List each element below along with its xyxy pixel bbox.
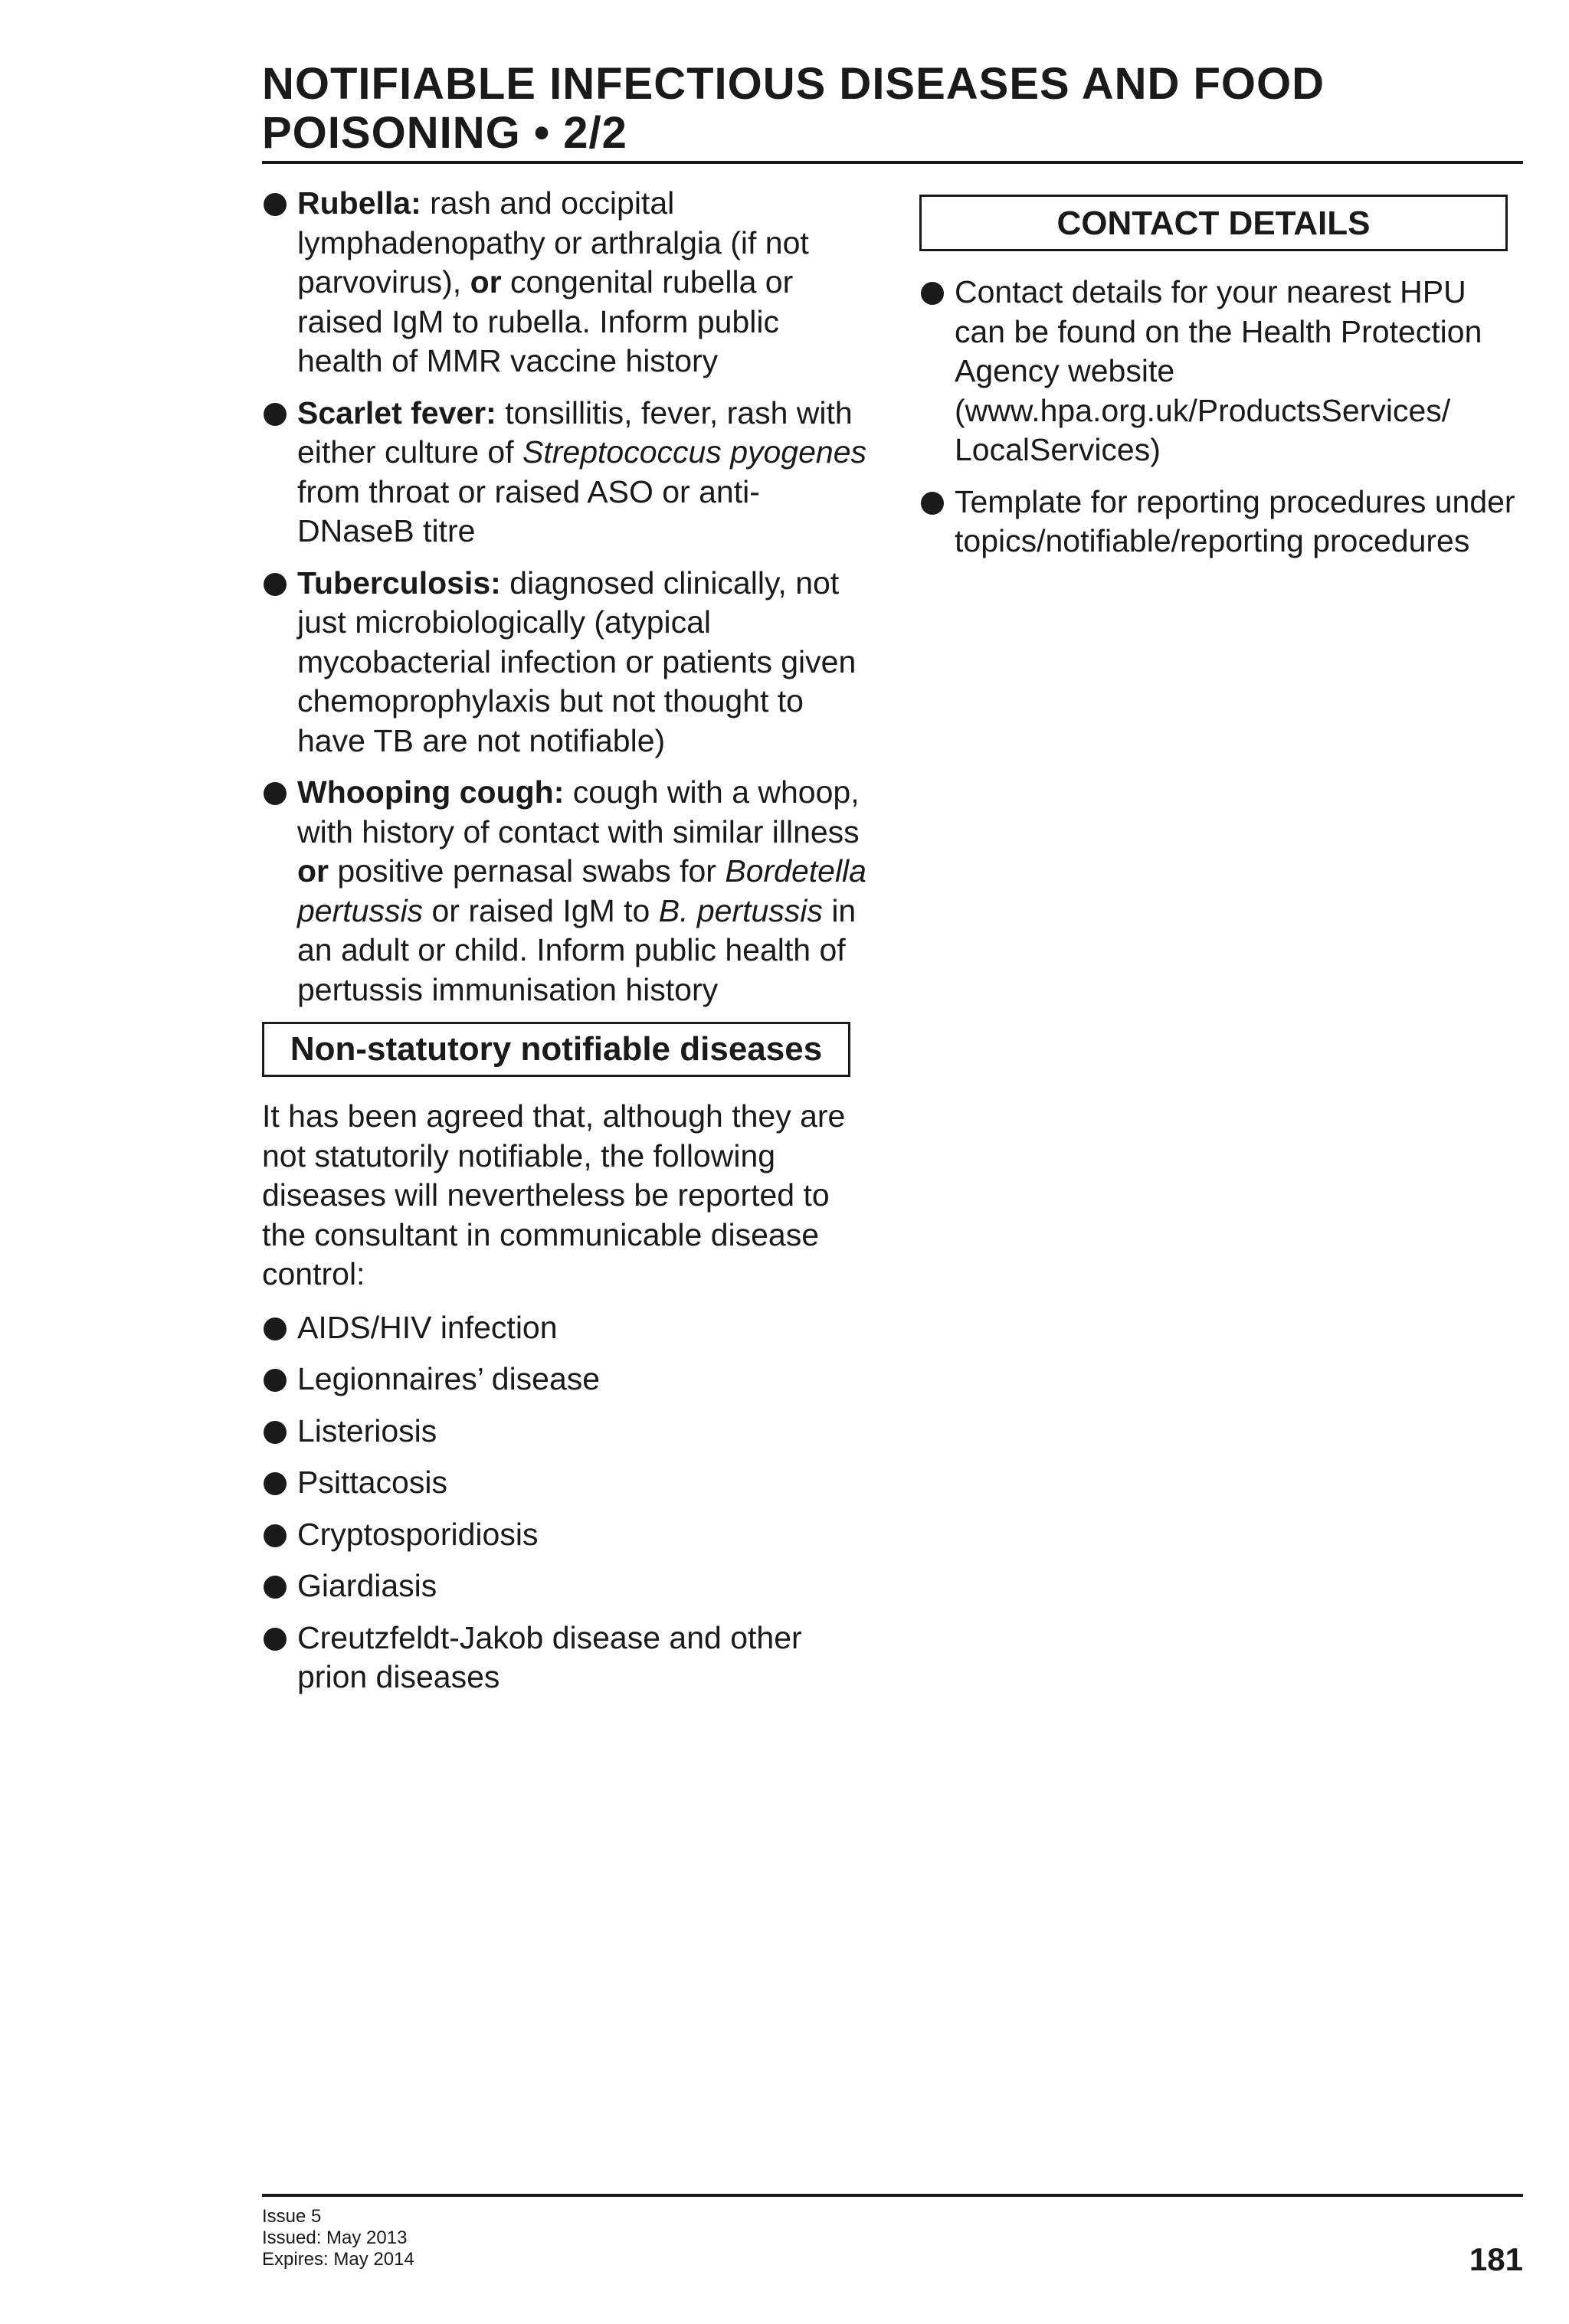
- bullet-icon: [264, 1472, 287, 1495]
- bullet-icon: [264, 573, 287, 596]
- title-divider: [262, 161, 1523, 164]
- expiry-date: Expires: May 2014: [262, 2249, 414, 2270]
- list-item-text: AIDS/HIV infection: [297, 1309, 558, 1345]
- organism-name: B. pertussis: [658, 892, 823, 928]
- list-item: [262, 1412, 867, 1452]
- bullet-icon: [921, 492, 944, 515]
- bullet-icon: [264, 1317, 287, 1340]
- contact-details-list: [919, 273, 1525, 561]
- bullet-icon: [264, 193, 287, 216]
- disease-text: congenital rubella or raised IgM to rubella. Inform public health of MMR vaccine history: [297, 264, 794, 378]
- footer-meta: [262, 2206, 414, 2270]
- disease-text: or raised IgM to: [431, 892, 650, 928]
- disease-text: positive pernasal swabs for: [337, 853, 716, 889]
- disease-text: diagnosed clinically, not just microbiologically (atypical mycobacterial infection or patients given chemoprophylaxis but not thought to have TB are not notifiable): [297, 565, 857, 758]
- emphasis-or: or: [470, 264, 502, 300]
- disease-text: cough with a whoop, with history of contact with similar illness: [297, 774, 860, 849]
- non-statutory-list: [262, 1308, 867, 1697]
- notifiable-disease-list: [262, 184, 867, 1010]
- list-item-tuberculosis: [262, 564, 867, 761]
- bullet-icon: [921, 282, 944, 305]
- list-item-text: Listeriosis: [297, 1412, 437, 1448]
- footer-divider: [262, 2194, 1523, 2197]
- list-item-text: Legionnaires’ disease: [297, 1361, 601, 1396]
- disease-text: tonsillitis, fever, rash with either culture of: [297, 394, 853, 470]
- disease-name: Rubella:: [297, 185, 421, 221]
- bullet-icon: [264, 782, 287, 805]
- page-title: [262, 60, 1518, 158]
- non-statutory-intro: It has been agreed that, although they are not statutorily notifiable, the following diseases will nevertheless be reported to the consultant in communicable disease control:: [262, 1098, 846, 1291]
- issue-number: Issue 5: [262, 2206, 322, 2227]
- disease-name: Whooping cough:: [297, 774, 565, 810]
- list-item-text: Template for reporting procedures under topics/notifiable/reporting procedures: [955, 483, 1515, 558]
- organism-name: Streptococcus pyogenes: [522, 434, 867, 470]
- list-item-rubella: [262, 184, 867, 381]
- list-item: [262, 1515, 867, 1555]
- page-number: 181: [1469, 2241, 1523, 2277]
- bullet-icon: [264, 1576, 287, 1599]
- bullet-icon: [264, 1524, 287, 1547]
- bullet-icon: [264, 403, 287, 426]
- bullet-icon: [264, 1369, 287, 1392]
- disease-name: Tuberculosis:: [297, 565, 501, 601]
- contact-details-heading: CONTACT DETAILS: [919, 195, 1508, 251]
- list-item-text: Contact details for your nearest HPU can be found on the Health Protection Agency website (www.hpa.org.uk/ProductsServices/ LocalServices): [955, 274, 1482, 467]
- emphasis-or: or: [297, 853, 329, 889]
- list-item: [262, 1566, 867, 1606]
- list-item: [262, 1619, 867, 1697]
- organism-name: Bordetella pertussis: [297, 853, 866, 928]
- disease-text: rash and occipital lymphadenopathy or arthralgia (if not parvovirus),: [297, 185, 809, 300]
- list-item-scarlet-fever: [262, 394, 867, 552]
- list-item-whooping-cough: [262, 773, 867, 1010]
- right-column: [919, 184, 1525, 574]
- left-column: [262, 184, 867, 1710]
- non-statutory-heading: Non-statutory notifiable diseases: [262, 1022, 850, 1077]
- list-item: [262, 1463, 867, 1503]
- list-item-text: Creutzfeldt-Jakob disease and other prion diseases: [297, 1619, 802, 1694]
- list-item-text: Giardiasis: [297, 1568, 437, 1603]
- disease-text: from throat or raised ASO or anti-DNaseB titre: [297, 473, 760, 548]
- page-title-text: NOTIFIABLE INFECTIOUS DISEASES AND FOOD POISONING • 2/2: [262, 59, 1325, 158]
- list-item: [262, 1360, 867, 1399]
- list-item-text: Psittacosis: [297, 1465, 447, 1500]
- bullet-icon: [264, 1628, 287, 1651]
- list-item: [919, 483, 1525, 561]
- disease-name: Scarlet fever:: [297, 394, 496, 430]
- list-item: [919, 273, 1525, 470]
- bullet-icon: [264, 1421, 287, 1444]
- list-item-text: Cryptosporidiosis: [297, 1516, 539, 1552]
- disease-text: in an adult or child. Inform public health of pertussis immunisation history: [297, 892, 857, 1007]
- issued-date: Issued: May 2013: [262, 2227, 408, 2248]
- list-item: [262, 1308, 867, 1348]
